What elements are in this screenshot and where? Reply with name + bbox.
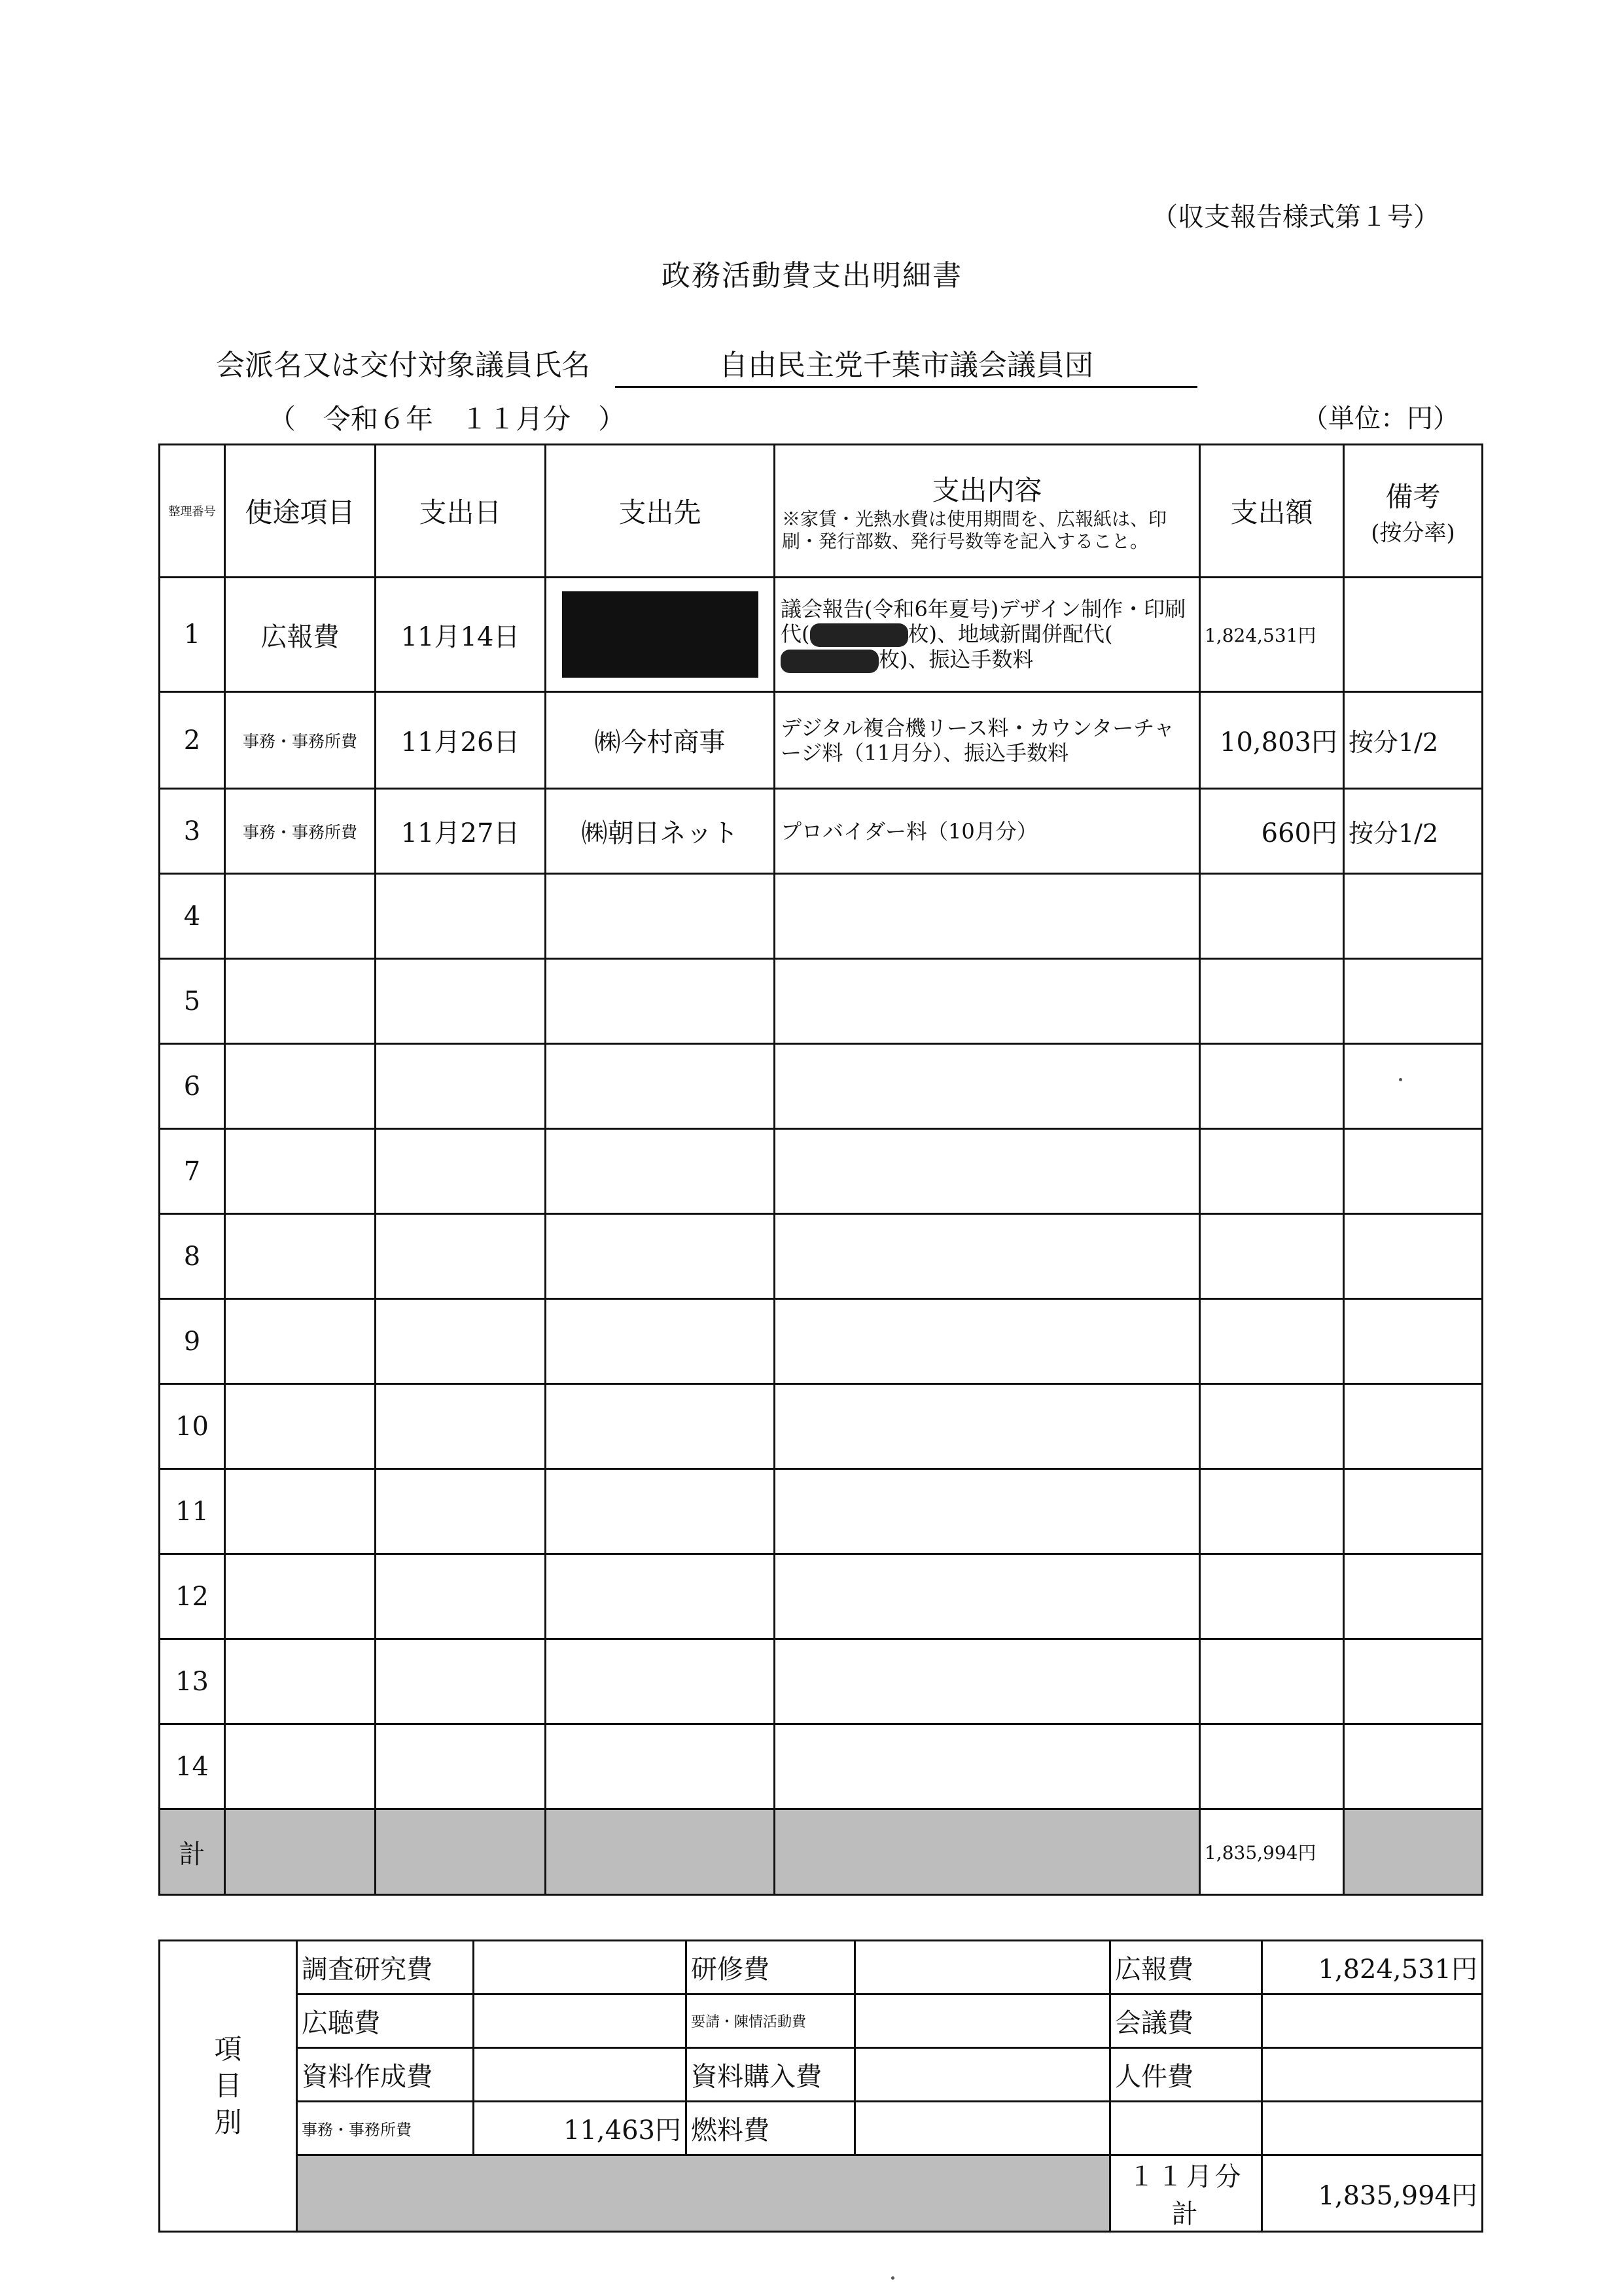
summary-value-training (855, 1941, 1110, 1994)
summary-label-research: 調査研究費 (297, 1941, 474, 1994)
row-amount (1200, 1469, 1344, 1554)
summary-label-fuel: 燃料費 (686, 2102, 855, 2155)
summary-label-personnel: 人件費 (1110, 2048, 1262, 2102)
table-row (160, 874, 1483, 959)
side-char: 別 (214, 2106, 242, 2138)
row-category (225, 1639, 376, 1724)
side-char: 項 (214, 2033, 242, 2065)
row-content-text-2: 枚)、地域新聞併配代( (908, 621, 1113, 646)
row-date: 11月27日 (376, 789, 546, 874)
summary-value-fuel (855, 2102, 1110, 2155)
table-row (160, 789, 1483, 874)
row-no: 5 (160, 959, 225, 1044)
header-remarks (1344, 445, 1483, 578)
faction-name: 自由民主党千葉市議会議員団 (615, 341, 1197, 388)
row-date (376, 1129, 546, 1214)
row-payee (546, 578, 775, 692)
table-row (160, 1299, 1483, 1384)
row-no: 7 (160, 1129, 225, 1214)
row-category (225, 1129, 376, 1214)
row-content: デジタル複合機リース料・カウンターチャージ料（11月分）、振込手数料 (775, 692, 1200, 789)
row-content-text-3: 枚)、振込手数料 (879, 647, 1034, 672)
summary-value-office: 11,463円 (474, 2102, 686, 2155)
report-period: （ 令和６年 １１月分 ） (268, 403, 626, 435)
row-content (775, 578, 1200, 692)
scan-speck (1399, 1078, 1402, 1081)
row-no: 13 (160, 1639, 225, 1724)
summary-label-pr: 広報費 (1110, 1941, 1262, 1994)
row-amount (1200, 1384, 1344, 1469)
row-amount: 660円 (1200, 789, 1344, 874)
row-category (225, 874, 376, 959)
row-date (376, 959, 546, 1044)
summary-value-materials-making (474, 2048, 686, 2102)
header-category: 使途項目 (225, 445, 376, 578)
row-amount (1200, 1554, 1344, 1639)
row-date (376, 1044, 546, 1129)
summary-row (160, 1994, 1483, 2048)
row-date (376, 1554, 546, 1639)
document-title: 政務活動費支出明細書 (662, 259, 962, 292)
row-category: 事務・事務所費 (225, 692, 376, 789)
row-remarks (1344, 1129, 1483, 1214)
header-no: 整理番号 (160, 445, 225, 578)
row-no: 14 (160, 1724, 225, 1809)
row-payee (546, 1639, 775, 1724)
row-amount (1200, 874, 1344, 959)
row-category (225, 1469, 376, 1554)
row-payee (546, 1044, 775, 1129)
row-date (376, 1299, 546, 1384)
summary-row (160, 2155, 1483, 2232)
row-amount (1200, 1044, 1344, 1129)
row-category (225, 1044, 376, 1129)
summary-row (160, 1941, 1483, 1994)
row-payee: ㈱朝日ネット (546, 789, 775, 874)
row-content (775, 959, 1200, 1044)
header-date: 支出日 (376, 445, 546, 578)
row-payee (546, 874, 775, 959)
redaction-block (562, 591, 758, 678)
total-blank (376, 1809, 546, 1895)
row-date: 11月26日 (376, 692, 546, 789)
header-payee: 支出先 (546, 445, 775, 578)
row-no: 8 (160, 1214, 225, 1299)
row-amount: 10,803円 (1200, 692, 1344, 789)
summary-value-hearing (474, 1994, 686, 2048)
row-no: 9 (160, 1299, 225, 1384)
unit-label: （単位：円） (1302, 404, 1459, 434)
row-payee (546, 1129, 775, 1214)
side-char: 目 (214, 2070, 242, 2102)
row-amount (1200, 1214, 1344, 1299)
row-payee (546, 1724, 775, 1809)
row-content (775, 1214, 1200, 1299)
row-remarks (1344, 1554, 1483, 1639)
month-total-label: １１月分計 (1110, 2155, 1262, 2232)
summary-value-materials-purchase (855, 2048, 1110, 2102)
row-no: 2 (160, 692, 225, 789)
header-content-title: 支出内容 (932, 474, 1042, 506)
row-content (775, 1639, 1200, 1724)
redaction-block (810, 623, 908, 647)
header-remarks-sub: (按分率) (1371, 519, 1455, 546)
table-row (160, 1554, 1483, 1639)
table-row (160, 1214, 1483, 1299)
row-date (376, 1384, 546, 1469)
row-content: プロバイダー料（10月分） (775, 789, 1200, 874)
row-no: 4 (160, 874, 225, 959)
row-remarks (1344, 959, 1483, 1044)
total-blank (775, 1809, 1200, 1895)
row-no: 1 (160, 578, 225, 692)
row-remarks (1344, 874, 1483, 959)
table-row (160, 1724, 1483, 1809)
summary-label-materials-purchase: 資料購入費 (686, 2048, 855, 2102)
summary-label-training: 研修費 (686, 1941, 855, 1994)
row-content (775, 874, 1200, 959)
row-content (775, 1469, 1200, 1554)
table-row (160, 1129, 1483, 1214)
row-amount (1200, 1724, 1344, 1809)
total-row (160, 1809, 1483, 1895)
row-content (775, 1554, 1200, 1639)
faction-label: 会派名又は交付対象議員氏名 (216, 349, 590, 382)
row-content-text-1: 議会報告(令和6年夏号)デザイン制作・印刷代( (781, 596, 1186, 646)
row-payee (546, 959, 775, 1044)
row-payee: ㈱今村商事 (546, 692, 775, 789)
summary-label-hearing: 広聴費 (297, 1994, 474, 2048)
total-blank (546, 1809, 775, 1895)
table-row (160, 1384, 1483, 1469)
row-remarks (1344, 1299, 1483, 1384)
row-amount (1200, 1639, 1344, 1724)
category-summary-table (158, 1939, 1483, 2233)
row-remarks (1344, 1724, 1483, 1809)
total-blank (225, 1809, 376, 1895)
row-no: 11 (160, 1469, 225, 1554)
row-payee (546, 1554, 775, 1639)
row-remarks (1344, 1639, 1483, 1724)
row-category (225, 1384, 376, 1469)
row-content (775, 1299, 1200, 1384)
summary-label-meeting: 会議費 (1110, 1994, 1262, 2048)
redaction-block (781, 650, 879, 673)
row-date (376, 874, 546, 959)
row-category (225, 959, 376, 1044)
scan-speck (891, 2276, 894, 2280)
row-remarks: 按分1/2 (1344, 692, 1483, 789)
row-remarks (1344, 578, 1483, 692)
summary-empty (1262, 2102, 1483, 2155)
row-category: 事務・事務所費 (225, 789, 376, 874)
row-amount (1200, 959, 1344, 1044)
header-content-note: ※家賃・光熱水費は使用期間を、広報紙は、印刷・発行部数、発行号数等を記入すること。 (782, 508, 1167, 552)
row-content (775, 1044, 1200, 1129)
row-date (376, 1469, 546, 1554)
summary-empty (1110, 2102, 1262, 2155)
table-header-row (160, 445, 1483, 578)
header-amount: 支出額 (1200, 445, 1344, 578)
row-remarks (1344, 1384, 1483, 1469)
summary-label-materials-making: 資料作成費 (297, 2048, 474, 2102)
row-payee (546, 1384, 775, 1469)
total-label: 計 (160, 1809, 225, 1895)
summary-label-office: 事務・事務所費 (297, 2102, 474, 2155)
row-remarks: 按分1/2 (1344, 789, 1483, 874)
total-amount: 1,835,994円 (1200, 1809, 1344, 1895)
summary-value-pr: 1,824,531円 (1262, 1941, 1483, 1994)
row-content (775, 1724, 1200, 1809)
table-row (160, 959, 1483, 1044)
row-amount (1200, 1299, 1344, 1384)
table-row (160, 1639, 1483, 1724)
row-content (775, 1384, 1200, 1469)
row-amount (1200, 1129, 1344, 1214)
row-category (225, 1724, 376, 1809)
summary-label-petition: 要請・陳情活動費 (686, 1994, 855, 2048)
row-category (225, 1299, 376, 1384)
form-number: （収支報告様式第１号） (1152, 202, 1439, 232)
row-category (225, 1214, 376, 1299)
summary-gray-band (297, 2155, 1110, 2232)
table-row (160, 1469, 1483, 1554)
row-remarks (1344, 1214, 1483, 1299)
total-blank (1344, 1809, 1483, 1895)
summary-value-meeting (1262, 1994, 1483, 2048)
row-date (376, 1639, 546, 1724)
table-row (160, 1044, 1483, 1129)
summary-value-personnel (1262, 2048, 1483, 2102)
summary-value-petition (855, 1994, 1110, 2048)
row-no: 3 (160, 789, 225, 874)
header-content (775, 445, 1200, 578)
summary-value-research (474, 1941, 686, 1994)
month-total-value: 1,835,994円 (1262, 2155, 1483, 2232)
summary-row (160, 2048, 1483, 2102)
summary-row (160, 2102, 1483, 2155)
row-no: 10 (160, 1384, 225, 1469)
row-category (225, 1554, 376, 1639)
expense-table (158, 444, 1483, 1896)
row-remarks (1344, 1044, 1483, 1129)
summary-side-label (160, 1941, 297, 2232)
row-date (376, 1724, 546, 1809)
row-remarks (1344, 1469, 1483, 1554)
row-payee (546, 1214, 775, 1299)
header-remarks-title: 備考 (1385, 480, 1441, 513)
row-date: 11月14日 (376, 578, 546, 692)
row-date (376, 1214, 546, 1299)
row-no: 12 (160, 1554, 225, 1639)
row-no: 6 (160, 1044, 225, 1129)
table-row (160, 578, 1483, 692)
row-payee (546, 1299, 775, 1384)
row-amount: 1,824,531円 (1200, 578, 1344, 692)
table-row (160, 692, 1483, 789)
row-category: 広報費 (225, 578, 376, 692)
row-content (775, 1129, 1200, 1214)
row-payee (546, 1469, 775, 1554)
